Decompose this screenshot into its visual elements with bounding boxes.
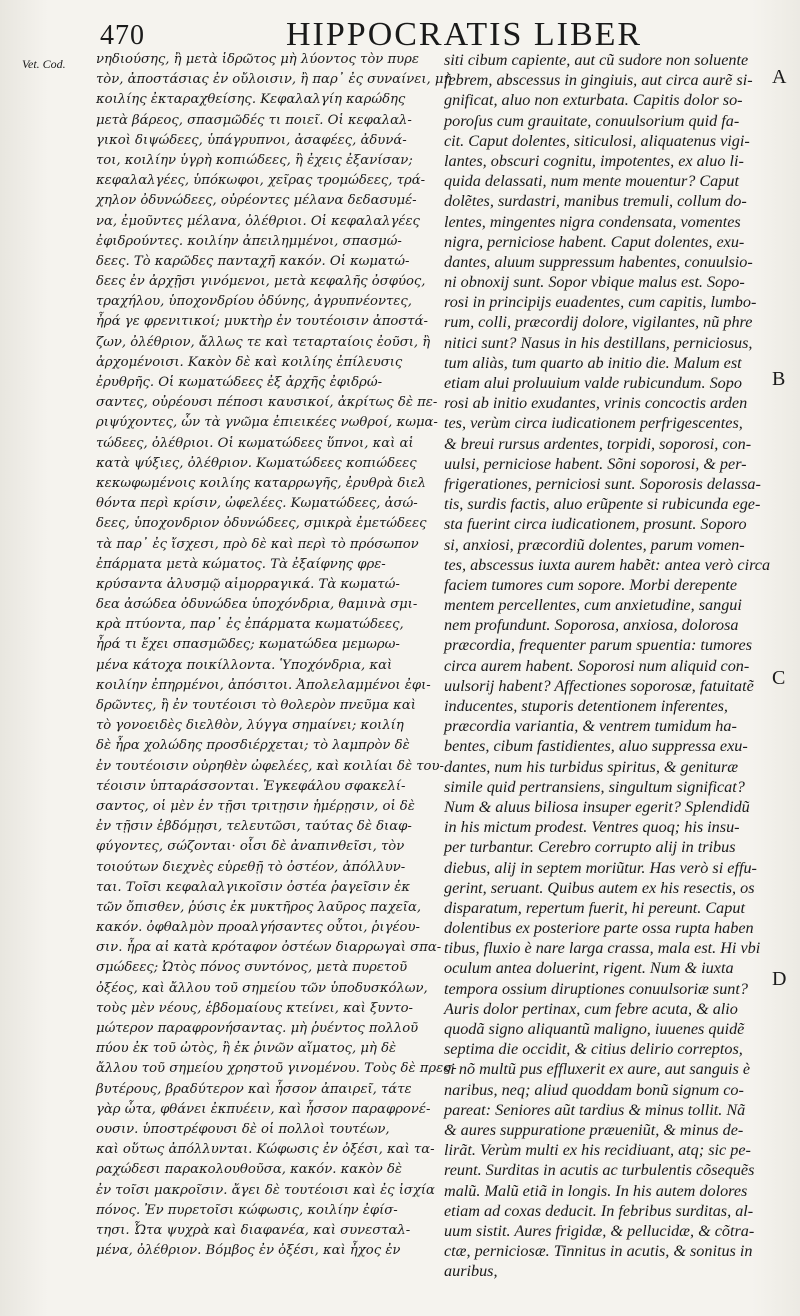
latin-text-line: rosi ab initio exudantes, vrinis concoctis arden	[444, 394, 748, 413]
latin-text-line: lantes, obscuri cognitu, impotentes, ex aluo li-	[444, 151, 744, 170]
greek-text-line: γικοὶ διψώδεες, ὑπάγρυπνοι, ἀσαφέες, ἀδυνά-	[96, 132, 407, 148]
greek-text-line: ἐν τοῖσι μακροῖσιν. ἄγει δὲ τουτέοισι καὶ ἐς ἰσχία	[96, 1182, 435, 1198]
greek-text-line: τοι, κοιλίην ὑγρὴ κοπιώδεες, ἢ ἐχεις ἐξανίσαν;	[96, 152, 413, 168]
greek-text-line: μένα, ὀλέθριον. Βόμβος ἐν ὀξέσι, καὶ ἦχος ἐν	[96, 1243, 401, 1259]
latin-text-line: dantes, aluum suppressum habentes, conuulsio-	[444, 252, 753, 271]
greek-text-line: πύου ἐκ τοῦ ὠτὸς, ἢ ἐκ ῥινῶν αἵματος, μὴ δὲ	[96, 1041, 397, 1057]
latin-text-line: in his mictum prodest. Ventres quoq; his insu-	[444, 818, 740, 837]
greek-text-line: νηδιούσης, ἢ μετὰ ἱδρῶτος μὴ λύοντος τὸν πυρε	[96, 52, 419, 67]
latin-text-line: febrem, abscessus in gingiuis, aut circa aurẽ si-	[444, 71, 753, 90]
latin-text-line: rosi in principijs euadentes, cum capitis, lumbo-	[444, 293, 757, 312]
greek-text-line: ἀρχομένοισι. Κακὸν δὲ καὶ κοιλίης ἐπίλευσις	[96, 354, 403, 370]
latin-text-line: nigra, perniciose habent. Caput dolentes, exu-	[444, 232, 745, 251]
latin-text-line: etiam ad coxas deducit. In febribus surditas, al-	[444, 1201, 754, 1220]
greek-text-line: ἐρυθρῆς. Οἱ κωματώδεες ἐξ ἀρχῆς ἐφιδρώ-	[96, 375, 383, 390]
latin-text-line: Auris dolor pertinax, cum febre acuta, & alio	[444, 999, 738, 1018]
latin-text-line: lirãt. Verùm multi ex his recidiuant, atq; sic pe-	[444, 1141, 751, 1160]
latin-text-line: simile quid pertransiens, singultum significat?	[444, 777, 745, 796]
greek-text-line: ἐφιδρούντες. κοιλίην ἀπειλημμένοι, σπασμώ-	[96, 233, 402, 249]
latin-text-line: lentes, mingentes nigra condensata, vomentes	[444, 212, 741, 231]
greek-text-line: ἦρά γε φρενιτικοί; μυκτὴρ ἐν τουτέοισιν ἀποστά-	[96, 314, 428, 330]
latin-text-line: quodã signo aliquantũ maligno, iuuenes quidẽ	[444, 1020, 745, 1038]
latin-text-line: nitici sunt? Nasus in his destillans, perniciosus,	[444, 333, 753, 352]
section-letter-b: B	[772, 368, 786, 390]
latin-text-line: quida delassati, num mente mouentur? Caput	[444, 172, 739, 191]
greek-text-line: κοιλίην ἐπηρμένοι, ἀπόσιτοι. Ἀπολελαμμένοι ἐφι-	[96, 677, 431, 693]
latin-text-line: ni obnoxij sunt. Sopor vbique malus est. Sopo-	[444, 273, 745, 292]
greek-text-line: κεκωφωμένοις κοιλίης καταρρωγῆς, ἐρυθρὰ διελ	[96, 475, 426, 491]
latin-text-line: tes, abscessus iuxta aurem habẽt: antea verò circa	[444, 555, 771, 574]
latin-text-line: poroſus cum grauitate, conuulsorium quid fa-	[444, 111, 740, 130]
greek-text-line: τοιούτων διεχνὲς εὑρεθῇ τὸ ὀστέον, ἀπόλλυν-	[96, 859, 406, 875]
latin-text-line: dolẽtes, surdastri, manibus tremuli, collum do-	[444, 192, 747, 211]
greek-text-line: κρὰ πτύοντα, παρ᾽ ἐς ἐπάρματα κωματώδεες,	[96, 617, 404, 633]
latin-text-line: dantes, num his turbidus spiritus, & genituræ	[444, 757, 739, 776]
latin-text-line: uulsorij habent? Affectiones soporosæ, fatuitatẽ	[444, 676, 754, 695]
latin-text-line: gerint, seruant. Quibus autem ex his resectis, os	[444, 878, 755, 897]
latin-text-line: siti cibum capiente, aut cũ sudore non soluente	[444, 51, 749, 69]
greek-text-line: μώτερον παραφρονήσαντας. μὴ ῥυέντος πολλοῦ	[96, 1021, 419, 1036]
greek-text-line: δεα ἀσώδεα ὀδυνώδεα ὑποχόνδρια, θαμινὰ σμι-	[96, 597, 418, 613]
greek-text-line: μένα κάτοχα ποικίλλοντα. Ὑποχόνδρια, καὶ	[96, 657, 393, 673]
greek-text-line: σιν. ἦρα αἱ κατὰ κρόταφον ὀστέων διαρρωγαὶ σπα-	[96, 940, 442, 956]
greek-text-line: ὀξέος, καὶ ἄλλου τοῦ σημείου τῶν ὑποδυσκόλων,	[96, 980, 428, 996]
latin-text-line: bentes, cibum fastidientes, aluo suppressa exu-	[444, 737, 748, 756]
page-header	[96, 14, 786, 54]
greek-text-line: σαντες, οὐρέουσι πέποσι καυσικοί, ἀκρίτως δὲ πε-	[96, 395, 438, 411]
greek-text-line: γὰρ ὦτα, φθάνει ἐκπυέειν, καὶ ἧσσον παραφρονέ-	[96, 1101, 431, 1117]
latin-text-line: sta fuerint circa iudicationem, prosunt. Soporo	[444, 515, 747, 534]
greek-text-line: ριψύχοντες, ὧν τὰ γνῶμα ἐπιεικέες νωθροί, κωμα-	[96, 415, 438, 431]
greek-text-line: κοιλίης ἐκταραχθείσης. Κεφαλαλγίη καρώδης	[96, 92, 406, 108]
latin-text-line: circa aurem habent. Soporosi num aliquid con-	[444, 656, 750, 675]
latin-text-line: si, anxiosi, præcordiũ dolentes, parum vomen-	[444, 535, 745, 554]
latin-text-line: pareat: Seniores aũt tardius & minus tollit. Nã	[444, 1100, 746, 1119]
latin-text-line: uum sistit. Aures frigidæ, & pellucidæ, & cõtra-	[444, 1221, 755, 1240]
greek-text-line: ται. Τοῖσι κεφαλαλγικοῖσιν ὀστέα ῥαγεῖσιν ἐκ	[96, 879, 411, 895]
latin-text-line: septima die occidit, & citius delirio correptos,	[444, 1040, 743, 1059]
latin-text-line: per turbantur. Cerebro corrupto alij in tribus	[444, 838, 736, 857]
latin-text-line: gnificat, aluo non exturbata. Capitis dolor so-	[444, 91, 743, 110]
greek-text-line: ἐν τῇσιν ἑβδόμῃσι, τελευτῶσι, ταύτας δὲ διαφ-	[96, 819, 412, 835]
greek-text-line: πόνος. Ἐν πυρετοῖσι κώφωσις, κοιλίην ἐφίσ-	[96, 1202, 398, 1218]
latin-text-line: dolentibus ex posteriore parte ossa rupta haben	[444, 919, 754, 938]
section-letter-c: C	[772, 667, 786, 689]
greek-text-line: δεες ἐν ἀρχῇσι γινόμενοι, μετὰ κεφαλῆς ὀσφύος,	[96, 274, 426, 290]
latin-text-line: præcordia, frequenter parum spuentia: tumores	[444, 636, 752, 655]
greek-text-line: κακόν. ὀφθαλμὸν προαλγήσαντες οὗτοι, ῥιγέου-	[96, 920, 420, 936]
greek-text-line: τοὺς μὲν νέους, ἑβδομαίους κτείνει, καὶ ξυντο-	[96, 1000, 414, 1016]
greek-text-line: φύγοντες, σώζονται· οἷσι δὲ ἀναπινθεῖσι, τὸν	[96, 839, 405, 855]
latin-text-column	[444, 50, 771, 1281]
greek-text-line: δεες. Τὸ καρῶδες πανταχῆ κακόν. Οἱ κωματώ-	[96, 253, 410, 269]
latin-text-line: præcordia variantia, & ventrem tumidum ha-	[444, 717, 737, 736]
latin-text-line: ctæ, perniciosæ. Tinnitus in acutis, & sonitus in	[444, 1242, 753, 1261]
greek-text-line: ἄλλου τοῦ σημείου χρηστοῦ γινομένου. Τοὺς δὲ πρεσ-	[96, 1061, 457, 1077]
latin-text-line: naribus, neq; aliud quoddam bonũ signum co-	[444, 1080, 744, 1099]
greek-text-line: μετὰ βάρεος, σπασμῶδές τι ποιεῖ. Οἱ κεφαλαλ-	[96, 112, 412, 128]
latin-text-line: nem profundunt. Soporosa, anxiosa, dolorosa	[444, 616, 739, 635]
greek-text-line: κατὰ ψύξιες, ὀλέθριον. Κωματώδεες κοπιώδεες	[96, 455, 417, 471]
latin-text-line: & breui rursus ardentes, torpidi, soporosi, con-	[444, 434, 752, 453]
greek-text-line: κρύσαντα ἀλυσμῷ αἱμορραγικά. Τὰ κωματώ-	[96, 576, 400, 592]
latin-text-line: tes, verùm circa iudicationem perfrigescentes,	[444, 414, 743, 433]
section-letter-d: D	[772, 968, 787, 990]
greek-text-line: τὸν, ἀποστάσιας ἐν οὔλοισιν, ἢ παρ᾽ ἐς συναίνει, μὴ	[96, 72, 452, 88]
latin-text-line: etiam alui proluuium valde rubicundum. Sopo	[444, 374, 742, 392]
latin-text-line: auribus,	[444, 1262, 498, 1281]
greek-text-line: σαντος, οἱ μὲν ἐν τῇσι τριτῃσιν ἡμέρῃσιν, οἱ δὲ	[96, 798, 415, 814]
latin-text-line: diebus, alij in septem moriũtur. Has verò si effu-	[444, 858, 757, 877]
greek-text-line: ραχώδεσι παρακολουθοῦσα, κακόν. κακὸν δὲ	[96, 1162, 403, 1178]
latin-text-line: faciem tumores cum sopore. Morbi derepente	[444, 575, 738, 594]
greek-text-line: τέοισιν ὑπταράσσονται. Ἐγκεφάλου σφακελί-	[96, 778, 406, 794]
latin-text-line: inducentes, stuporis detentionem inferentes,	[444, 697, 728, 715]
greek-text-column	[96, 50, 457, 1261]
greek-text-line: τραχήλου, ὑποχονδρίου ὀδύνης, ἀγρυπνέοντες,	[96, 294, 412, 310]
greek-text-line: τησι. Ὦτα ψυχρὰ καὶ διαφανέα, καὶ συνεσταλ-	[96, 1222, 411, 1238]
page-number: 470	[100, 20, 145, 51]
latin-text-line: & aures suppuratione præueniũt, & minus de-	[444, 1120, 744, 1139]
greek-text-line: τὰ παρ᾽ ἐς ἴσχεσι, πρὸ δὲ καὶ περὶ τὸ πρόσωπον	[96, 536, 419, 552]
greek-text-line: τώδεες, ὀλέθριοι. Οἱ κωματώδεες ὕπνοι, καὶ αἱ	[96, 435, 414, 451]
greek-text-line: δὲ ἦρα χολώδης προσδιέρχεται; τὸ λαμπρὸν δὲ	[96, 738, 410, 754]
latin-text-line: oculum antea doluerint, rigent. Num & iuxta	[444, 959, 734, 978]
latin-text-line: tum aliàs, tum quarto ab initio die. Malum est	[444, 353, 742, 372]
greek-text-line: δεες, ὑποχονδριον ὀδυνώδεες, σμικρὰ ἐμετώδεες	[96, 516, 427, 532]
latin-text-line: mentem percellentes, cum anxietudine, sangui	[444, 596, 742, 615]
latin-text-line: tempora ossium diruptiones conuulsoriæ sunt?	[444, 979, 748, 998]
greek-text-line: χηλον ὀδυνώδεες, οὐρέοντες μέλανα δεδασυμέ-	[96, 193, 417, 209]
greek-text-line: καὶ οὕτως ἀπόλλυνται. Κώφωσις ἐν ὀξέσι, καὶ τα-	[96, 1142, 435, 1158]
greek-text-line: να, ἐμοῦντες μέλανα, ὀλέθριοι. Οἱ κεφαλαλγέες	[96, 213, 420, 229]
greek-text-line: κεφαλαλγέες, ὑπόκωφοι, χεῖρας τρομώδεες, τρά-	[96, 173, 426, 189]
greek-text-line: ἦρά τι ἔχει σπασμῶδες; κωματώδεα μεμωρω-	[96, 637, 400, 653]
latin-text-line: malũ. Malũ etiã in longis. In his autem dolores	[444, 1181, 748, 1200]
latin-text-line: si nõ multũ pus effluxerit ex aure, aut sanguis è	[444, 1060, 751, 1079]
greek-text-line: ζων, ὀλέθριον, ἄλλως τε καὶ τεταρταίοις ἐοῦσι, ἢ	[96, 334, 431, 350]
running-title: HIPPOCRATIS LIBER	[286, 16, 643, 53]
greek-text-line: βυτέρους, βραδύτερον καὶ ἧσσον ἀπαιρεῖ, τάτε	[96, 1081, 412, 1097]
latin-text-line: frigerationes, perniciosi sunt. Soporosis delassa-	[444, 474, 761, 493]
greek-text-line: ἐν τουτέοισιν οὐρηθὲν ὠφελέες, καὶ κοιλίαι δὲ του-	[96, 758, 444, 774]
greek-text-line: ουσιν. ὑποστρέφουσι δὲ οἱ πολλοὶ τουτέων,	[96, 1121, 390, 1137]
latin-text-line: disparatum, repertum fuerit, hi pereunt. Caput	[444, 898, 745, 917]
greek-text-line: ἐπάρματα μετὰ κώματος. Τὰ ἐξαίφνης φρε-	[96, 556, 386, 572]
latin-text-line: Num & aluus biliosa insuper egerit? Splendidũ	[444, 797, 750, 816]
latin-text-line: tis, surdis factis, aluo erũpente si rubicunda ege-	[444, 495, 761, 514]
greek-text-line: τὸ γονοειδὲς διελθὸν, λύγγα σημαίνει; κοιλίη	[96, 718, 404, 734]
greek-text-line: θόντα περὶ κρίσιν, ὠφελέες. Κωματώδεες, ἀσώ-	[96, 496, 418, 512]
section-letter-a: A	[772, 66, 787, 88]
margin-note: Vet. Cod.	[22, 57, 66, 71]
latin-text-line: reunt. Surditas in acutis ac turbulentis cõsequẽs	[444, 1161, 755, 1180]
greek-text-line: σμώδεες; Ὠτὸς πόνος συντόνος, μετὰ πυρετοῦ	[96, 960, 408, 976]
latin-text-line: tibus, fluxio è nare larga crassa, mala est. Hi vbi	[444, 939, 761, 958]
greek-text-line: τῶν ὄπισθεν, ῥύσις ἐκ μυκτῆρος λαῦρος παχεῖα,	[96, 899, 422, 915]
latin-text-line: uulsi, perniciose habent. Sõni soporosi, & per-	[444, 454, 747, 473]
latin-text-line: cit. Caput dolentes, siticulosi, aliquatenus vigi-	[444, 131, 750, 150]
greek-text-line: δρῶντες, ἢ ἐν τουτέοισι τὸ θολερὸν πνεῦμα καὶ	[96, 698, 416, 713]
latin-text-line: rum, colli, præcordij dolore, vigilantes, nũ phre	[444, 313, 753, 332]
